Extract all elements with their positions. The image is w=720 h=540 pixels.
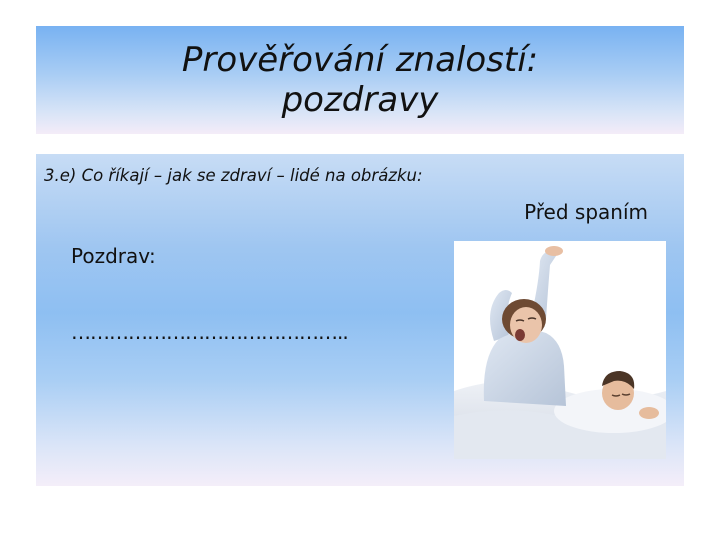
greeting-label: Pozdrav: bbox=[71, 244, 156, 268]
content-panel bbox=[36, 154, 684, 486]
title-banner bbox=[36, 26, 684, 134]
yawning-woman-icon bbox=[454, 241, 666, 459]
slide-title-line-2: pozdravy bbox=[281, 80, 439, 120]
image-caption: Před spaním bbox=[524, 200, 648, 224]
answer-blank: …………………………………….. bbox=[71, 320, 348, 344]
slide-title-line-1: Prověřování znalostí: bbox=[181, 39, 539, 80]
bedtime-photo bbox=[454, 241, 666, 459]
question-text: 3.e) Co říkají – jak se zdraví – lidé na obrázku: bbox=[44, 166, 423, 185]
